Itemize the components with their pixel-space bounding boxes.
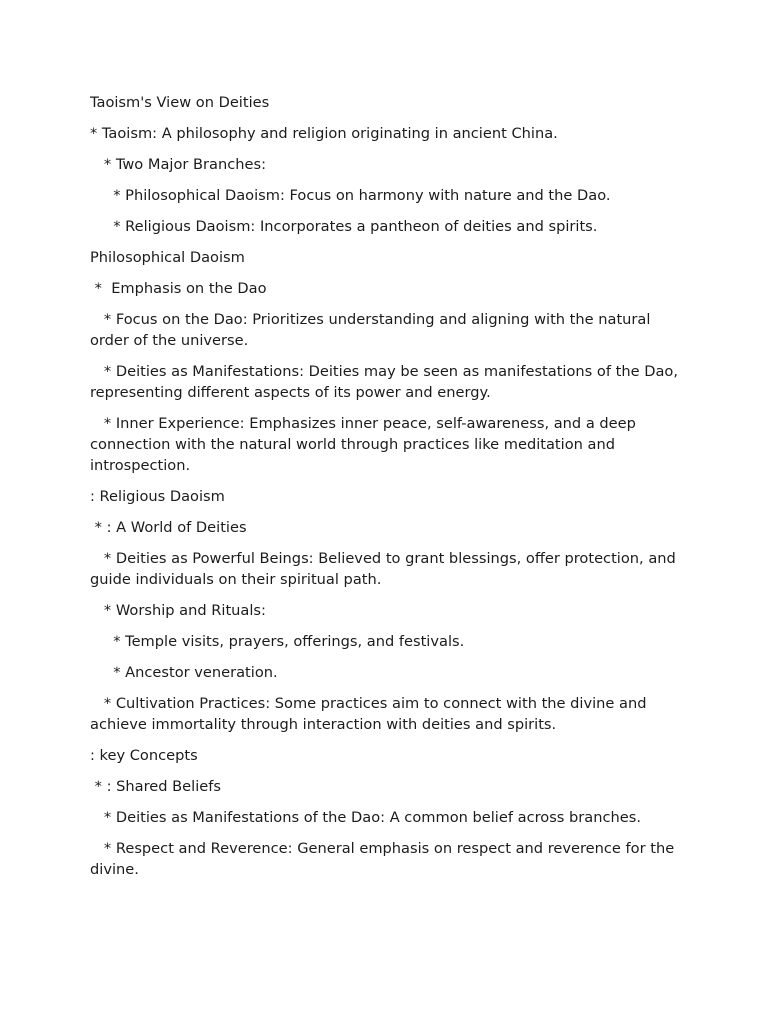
document-page	[90, 92, 683, 890]
bullet-respect-and-reverence: * Respect and Reverence: General emphasis on respect and reverence for the divine.	[90, 840, 679, 878]
bullet-religious-daoism-summary: * Religious Daoism: Incorporates a pantheon of deities and spirits.	[90, 218, 598, 235]
bullet-two-major-branches: * Two Major Branches:	[90, 156, 266, 173]
section-heading-philosophical-daoism: Philosophical Daoism	[90, 249, 245, 266]
bullet-deities-as-powerful-beings: * Deities as Powerful Beings: Believed to grant blessings, offer protection, and guide individuals on their spiritual path.	[90, 550, 681, 588]
bullet-deities-as-manifestations-of-dao: * Deities as Manifestations of the Dao: A common belief across branches.	[90, 809, 641, 826]
bullet-philosophical-daoism-summary: * Philosophical Daoism: Focus on harmony with nature and the Dao.	[90, 187, 611, 204]
bullet-focus-on-dao: * Focus on the Dao: Prioritizes understanding and aligning with the natural order of the universe.	[90, 311, 656, 349]
section-heading-religious-daoism: : Religious Daoism	[90, 488, 225, 505]
bullet-temple-visits: * Temple visits, prayers, offerings, and festivals.	[90, 633, 465, 650]
bullet-ancestor-veneration: * Ancestor veneration.	[90, 664, 278, 681]
bullet-worship-and-rituals: * Worship and Rituals:	[90, 602, 266, 619]
bullet-deities-as-manifestations: * Deities as Manifestations: Deities may be seen as manifestations of the Dao, representing different aspects of its power and energy.	[90, 363, 683, 401]
bullet-shared-beliefs: * : Shared Beliefs	[90, 778, 221, 795]
bullet-taoism-definition: * Taoism: A philosophy and religion originating in ancient China.	[90, 125, 558, 142]
document-title: Taoism's View on Deities	[90, 94, 270, 111]
bullet-world-of-deities: * : A World of Deities	[90, 519, 247, 536]
section-heading-key-concepts: : key Concepts	[90, 747, 198, 764]
bullet-inner-experience: * Inner Experience: Emphasizes inner peace, self-awareness, and a deep connection with the natural world through practices like meditation and introspection.	[90, 415, 641, 474]
bullet-emphasis-on-dao: * Emphasis on the Dao	[90, 280, 267, 297]
bullet-cultivation-practices: * Cultivation Practices: Some practices aim to connect with the divine and achieve immortality through interaction with deities and spirits.	[90, 695, 652, 733]
